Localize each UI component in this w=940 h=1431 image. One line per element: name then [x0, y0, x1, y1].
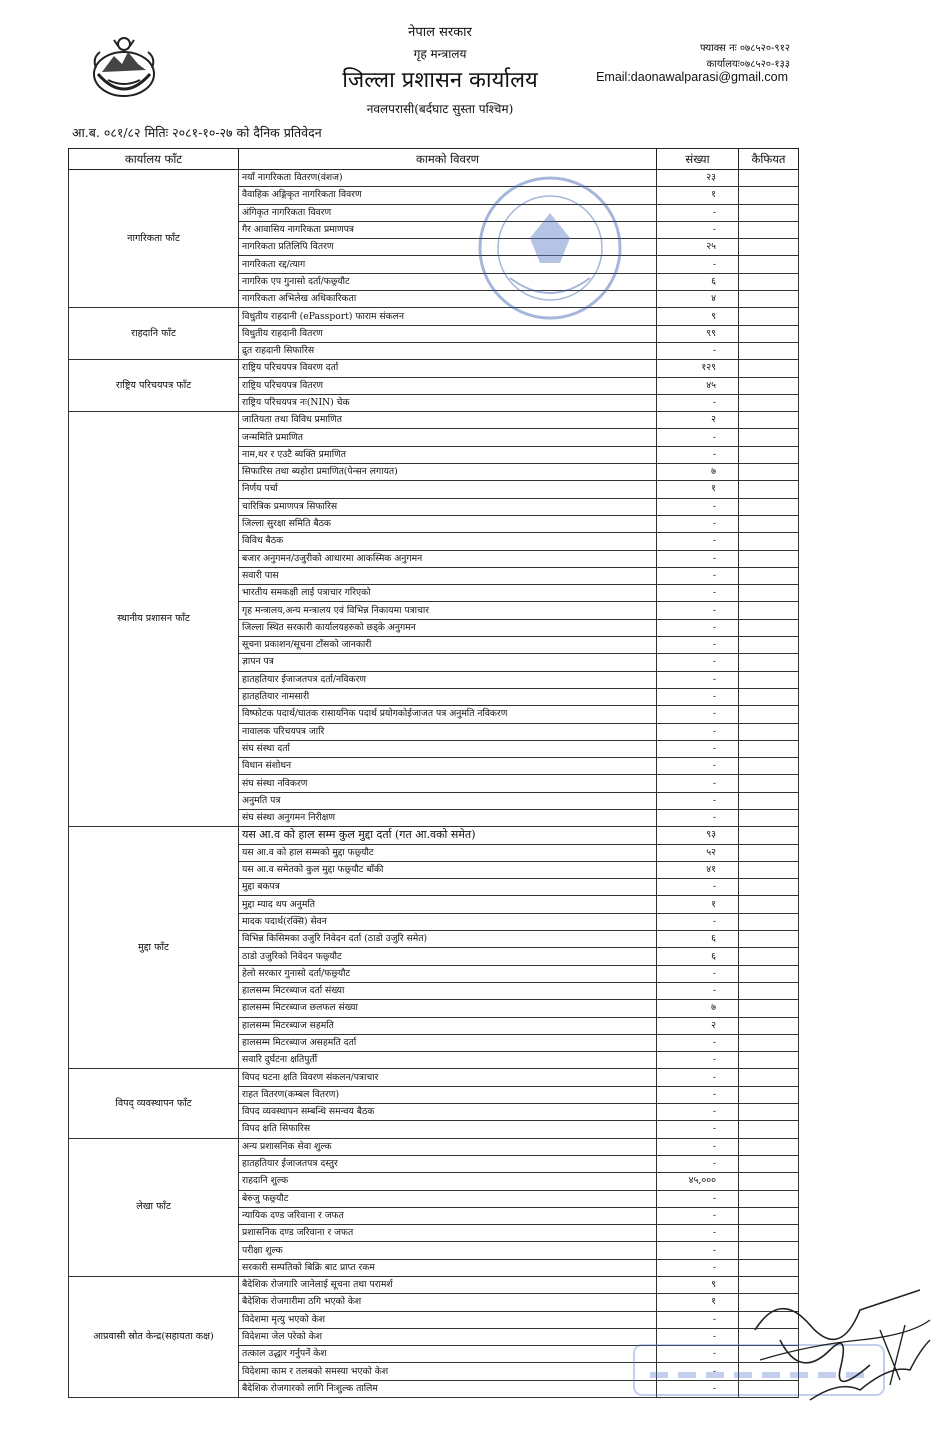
count-value: -: [657, 1138, 739, 1155]
work-description: हातहतियार नामसारी: [239, 688, 657, 705]
remarks-cell: [739, 740, 799, 757]
remarks-cell: [739, 1155, 799, 1172]
column-header-remarks: कैफियत: [739, 149, 799, 170]
count-value: -: [657, 446, 739, 463]
remarks-cell: [739, 1017, 799, 1034]
table-row: [69, 412, 799, 429]
count-value: -: [657, 1259, 739, 1276]
count-value: ६: [657, 273, 739, 290]
table-body: [69, 170, 799, 1398]
work-description: संघ संस्था नविकरण: [239, 775, 657, 792]
work-description: हालसम्म मिटरब्याज दर्ता संख्या: [239, 982, 657, 999]
section-name: स्थानीय प्रशासन फाँट: [69, 412, 239, 827]
work-description: निर्णय पर्चा: [239, 481, 657, 498]
table-row: [69, 1069, 799, 1086]
remarks-cell: [739, 809, 799, 826]
count-value: -: [657, 550, 739, 567]
work-description: राहदानि शुल्क: [239, 1173, 657, 1190]
remarks-cell: [739, 706, 799, 723]
table-row: [69, 170, 799, 187]
work-description: हातहतियार ईजाजतपत्र दर्ता/नविकरण: [239, 671, 657, 688]
work-description: बैदेशिक रोजगारीमा ठगि भएको केश: [239, 1294, 657, 1311]
count-value: -: [657, 533, 739, 550]
remarks-cell: [739, 170, 799, 187]
count-value: -: [657, 1328, 739, 1345]
remarks-cell: [739, 1138, 799, 1155]
work-description: मुद्दा म्याद थप अनुमति: [239, 896, 657, 913]
remarks-cell: [739, 412, 799, 429]
remarks-cell: [739, 360, 799, 377]
count-value: -: [657, 809, 739, 826]
count-value: -: [657, 221, 739, 238]
column-header-description: कामको विवरण: [239, 149, 657, 170]
handwritten-signature: [740, 1270, 935, 1410]
section-name: विपद् व्यवस्थापन फाँट: [69, 1069, 239, 1138]
table-row: [69, 1138, 799, 1155]
remarks-cell: [739, 602, 799, 619]
remarks-cell: [739, 204, 799, 221]
work-description: नागरिकता अभिलेख अधिकारिकता: [239, 291, 657, 308]
work-description: विधान संशोधन: [239, 758, 657, 775]
work-description: नागरिक एप गुनासो दर्ता/फछ्र्यौट: [239, 273, 657, 290]
work-description: तत्काल उद्धार गर्नुपर्ने केश: [239, 1346, 657, 1363]
remarks-cell: [739, 1069, 799, 1086]
count-value: -: [657, 515, 739, 532]
count-value: ४: [657, 291, 739, 308]
work-description: परीक्षा शुल्क: [239, 1242, 657, 1259]
count-value: -: [657, 1346, 739, 1363]
work-description: राष्ट्रिय परिचयपत्र वितरण: [239, 377, 657, 394]
remarks-cell: [739, 515, 799, 532]
daily-report-table: [68, 148, 799, 1398]
remarks-cell: [739, 325, 799, 342]
count-value: -: [657, 342, 739, 359]
remarks-cell: [739, 723, 799, 740]
remarks-cell: [739, 308, 799, 325]
count-value: -: [657, 602, 739, 619]
count-value: -: [657, 792, 739, 809]
remarks-cell: [739, 394, 799, 411]
remarks-cell: [739, 758, 799, 775]
remarks-cell: [739, 982, 799, 999]
remarks-cell: [739, 671, 799, 688]
remarks-cell: [739, 550, 799, 567]
count-value: ७: [657, 1000, 739, 1017]
count-value: १: [657, 1294, 739, 1311]
count-value: ६: [657, 931, 739, 948]
count-value: -: [657, 1363, 739, 1380]
count-value: ९९: [657, 325, 739, 342]
work-description: जिल्ला स्थित सरकारी कार्यालयहरुको छड्के अनुगमन: [239, 619, 657, 636]
count-value: -: [657, 256, 739, 273]
remarks-cell: [739, 619, 799, 636]
remarks-cell: [739, 533, 799, 550]
count-value: -: [657, 498, 739, 515]
ministry-name: गृह मन्त्रालय: [413, 47, 467, 61]
office-phone: कार्यालयः०७८५२०-१३३: [706, 59, 790, 70]
nepal-emblem-icon: [88, 34, 160, 100]
count-value: ५२: [657, 844, 739, 861]
count-value: -: [657, 1155, 739, 1172]
remarks-cell: [739, 1242, 799, 1259]
work-description: विधुतीय राहदानी वितरण: [239, 325, 657, 342]
work-description: ठाडो उजुरिको निवेदन फछ्र्यौट: [239, 948, 657, 965]
count-value: ६: [657, 948, 739, 965]
work-description: बेरुजु फछ्र्यौट: [239, 1190, 657, 1207]
count-value: १: [657, 896, 739, 913]
count-value: २: [657, 1017, 739, 1034]
remarks-cell: [739, 429, 799, 446]
count-value: -: [657, 1069, 739, 1086]
work-description: अन्य प्रशासनिक सेवा शुल्क: [239, 1138, 657, 1155]
work-description: विविध बैठक: [239, 533, 657, 550]
work-description: राष्ट्रिय परिचयपत्र नः(NIN) चेक: [239, 394, 657, 411]
count-value: -: [657, 637, 739, 654]
work-description: भारतीय समकक्षी लाई पत्राचार गरिएको: [239, 585, 657, 602]
remarks-cell: [739, 654, 799, 671]
work-description: विपद घटना क्षति विवरण संकलन/पत्राचार: [239, 1069, 657, 1086]
remarks-cell: [739, 239, 799, 256]
work-description: बैदेशिक रोजगारको लागि निःशुल्क तालिम: [239, 1380, 657, 1397]
office-seal-stamp: [470, 168, 630, 328]
table-row: [69, 360, 799, 377]
count-value: ४५,०००: [657, 1173, 739, 1190]
remarks-cell: [739, 446, 799, 463]
table-row: [69, 308, 799, 325]
work-description: मुद्दा बकपत्र: [239, 879, 657, 896]
government-name: नेपाल सरकार: [408, 25, 472, 40]
work-description: बैदेशिक रोजगारि जानेलाई सूचना तथा परामर्श: [239, 1277, 657, 1294]
section-name: आप्रवासी स्रोत केन्द्र(सहायता कक्ष): [69, 1277, 239, 1398]
remarks-cell: [739, 1121, 799, 1138]
work-description: हालसम्म मिटरब्याज छलफल संख्या: [239, 1000, 657, 1017]
count-value: -: [657, 654, 739, 671]
column-header-section: कार्यालय फाँट: [69, 149, 239, 170]
work-description: नागरिकता प्रतिलिपि वितरण: [239, 239, 657, 256]
count-value: -: [657, 1121, 739, 1138]
remarks-cell: [739, 775, 799, 792]
count-value: १: [657, 187, 739, 204]
remarks-cell: [739, 637, 799, 654]
work-description: विपद क्षति सिफारिस: [239, 1121, 657, 1138]
work-description: हेलो सरकार गुनासो दर्ता/फछ्र्यौट: [239, 965, 657, 982]
column-header-count: संख्या: [657, 149, 739, 170]
section-name: राष्ट्रिय परिचयपत्र फाँट: [69, 360, 239, 412]
count-value: -: [657, 567, 739, 584]
remarks-cell: [739, 1034, 799, 1051]
work-description: सवारि दुर्घटना क्षतिपुर्ती: [239, 1052, 657, 1069]
count-value: -: [657, 1311, 739, 1328]
work-description: सवारी पास: [239, 567, 657, 584]
count-value: १: [657, 481, 739, 498]
section-name: मुद्दा फाँट: [69, 827, 239, 1069]
remarks-cell: [739, 342, 799, 359]
work-description: यस आ.व को हाल सम्म कुल मुद्दा दर्ता (गत आ.वको समेत): [239, 827, 657, 844]
work-description: विपद व्यवस्थापन सम्बन्धि समन्वय बैठक: [239, 1104, 657, 1121]
work-description: संघ संस्था अनुगमन निरीक्षण: [239, 809, 657, 826]
count-value: १२९: [657, 360, 739, 377]
work-description: न्यायिक दण्ड जरिवाना र जफत: [239, 1207, 657, 1224]
count-value: -: [657, 1207, 739, 1224]
remarks-cell: [739, 1207, 799, 1224]
count-value: ४५: [657, 377, 739, 394]
work-description: बजार अनुगमन/उजुरीको आधारमा आकस्मिक अनुगमन: [239, 550, 657, 567]
work-description: ज्ञापन पत्र: [239, 654, 657, 671]
remarks-cell: [739, 1225, 799, 1242]
work-description: प्रशासनिक दण्ड जरिवाना र जफत: [239, 1225, 657, 1242]
work-description: राहत वितरण(कम्बल वितरण): [239, 1086, 657, 1103]
count-value: ९: [657, 1277, 739, 1294]
remarks-cell: [739, 931, 799, 948]
letterhead: [0, 0, 940, 145]
work-description: मादक पदार्थ(रक्सि) सेवन: [239, 913, 657, 930]
count-value: -: [657, 688, 739, 705]
count-value: -: [657, 706, 739, 723]
work-description: जन्ममिति प्रमाणित: [239, 429, 657, 446]
remarks-cell: [739, 498, 799, 515]
work-description: सरकारी सम्पतिको बिक्रि बाट प्राप्त रकम: [239, 1259, 657, 1276]
work-description: राष्ट्रिय परिचयपत्र विवरण दर्ता: [239, 360, 657, 377]
remarks-cell: [739, 1104, 799, 1121]
work-description: सिफारिस तथा ब्यहोरा प्रमाणित(पेन्सन लगायत): [239, 464, 657, 481]
remarks-cell: [739, 567, 799, 584]
report-title: आ.ब. ०८१/८२ मितिः २०८१-१०-२७ को दैनिक प्रतिवेदन: [72, 125, 322, 140]
remarks-cell: [739, 965, 799, 982]
remarks-cell: [739, 1086, 799, 1103]
count-value: -: [657, 982, 739, 999]
work-description: यस आ.व समेतको कुल मुद्दा फछ्र्यौट बाँकी: [239, 861, 657, 878]
work-description: नाम,थर र एउटै ब्यक्ति प्रमाणित: [239, 446, 657, 463]
remarks-cell: [739, 879, 799, 896]
count-value: -: [657, 1086, 739, 1103]
count-value: २३: [657, 170, 739, 187]
remarks-cell: [739, 1173, 799, 1190]
count-value: -: [657, 723, 739, 740]
work-description: विष्फोटक पदार्थ/घातक रासायनिक पदार्थ प्रयोगकोईजाजत पत्र अनुमति नविकरण: [239, 706, 657, 723]
work-description: नयाँ नागरिकता वितरण(वंशज): [239, 170, 657, 187]
count-value: -: [657, 1225, 739, 1242]
table-row: [69, 827, 799, 844]
remarks-cell: [739, 827, 799, 844]
work-description: जातियता तथा विविध प्रमाणित: [239, 412, 657, 429]
count-value: -: [657, 740, 739, 757]
count-value: -: [657, 619, 739, 636]
email-address[interactable]: Email:daonawalparasi@gmail.com: [596, 70, 788, 84]
section-name: नागरिकता फाँट: [69, 170, 239, 308]
work-description: यस आ.व को हाल सम्मको मुद्दा फछ्र्यौट: [239, 844, 657, 861]
remarks-cell: [739, 464, 799, 481]
table-row: [69, 1277, 799, 1294]
count-value: -: [657, 1380, 739, 1397]
work-description: विदेशमा मृत्यु भएको केश: [239, 1311, 657, 1328]
work-description: वैवाहिक अङ्गिकृत नागरिकता विवरण: [239, 187, 657, 204]
work-description: हातहतियार ईजाजतपत्र दस्तुर: [239, 1155, 657, 1172]
work-description: सूचना प्रकाशन/सूचना टाँसको जानकारी: [239, 637, 657, 654]
count-value: -: [657, 1104, 739, 1121]
remarks-cell: [739, 273, 799, 290]
work-description: विभिन्न किसिमका उजुरि निवेदन दर्ता (ठाडो उजुरि समेत): [239, 931, 657, 948]
remarks-cell: [739, 377, 799, 394]
remarks-cell: [739, 896, 799, 913]
count-value: -: [657, 1242, 739, 1259]
table-header-row: [69, 149, 799, 170]
count-value: -: [657, 1190, 739, 1207]
fax-number: फ्याक्स नः ०७८५२०-९१२: [699, 43, 790, 54]
work-description: गैर आवासिय नागरिकता प्रमाणपत्र: [239, 221, 657, 238]
count-value: -: [657, 1034, 739, 1051]
remarks-cell: [739, 792, 799, 809]
count-value: ७: [657, 464, 739, 481]
work-description: चारित्रिक प्रमाणपत्र सिफारिस: [239, 498, 657, 515]
work-description: हालसम्म मिटरब्याज सहमति: [239, 1017, 657, 1034]
count-value: -: [657, 775, 739, 792]
remarks-cell: [739, 187, 799, 204]
work-description: अनुमति पत्र: [239, 792, 657, 809]
remarks-cell: [739, 688, 799, 705]
work-description: नावालक परिचयपत्र जारि: [239, 723, 657, 740]
work-description: द्रुत राहदानी सिफारिस: [239, 342, 657, 359]
count-value: ९३: [657, 827, 739, 844]
count-value: २: [657, 412, 739, 429]
remarks-cell: [739, 913, 799, 930]
remarks-cell: [739, 221, 799, 238]
remarks-cell: [739, 256, 799, 273]
remarks-cell: [739, 481, 799, 498]
work-description: हालसम्म मिटरब्याज असहमति दर्ता: [239, 1034, 657, 1051]
count-value: -: [657, 429, 739, 446]
remarks-cell: [739, 948, 799, 965]
remarks-cell: [739, 844, 799, 861]
section-name: राहदानि फाँट: [69, 308, 239, 360]
district-name: नवलपरासी(बर्दघाट सुस्ता पश्चिम): [366, 102, 514, 116]
count-value: -: [657, 879, 739, 896]
remarks-cell: [739, 1000, 799, 1017]
work-description: नागरिकता रद्द/त्याग: [239, 256, 657, 273]
work-description: विदेशमा काम र तलबको समस्या भएको केश: [239, 1363, 657, 1380]
remarks-cell: [739, 291, 799, 308]
work-description: संघ संस्था दर्ता: [239, 740, 657, 757]
work-description: गृह मन्त्रालय,अन्य मन्त्रालय एवं विभिन्न निकायमा पत्राचार: [239, 602, 657, 619]
office-name: जिल्ला प्रशासन कार्यालय: [342, 68, 538, 93]
count-value: -: [657, 965, 739, 982]
remarks-cell: [739, 861, 799, 878]
work-description: विधुतीय राहदानी (ePassport) फाराम संकलन: [239, 308, 657, 325]
count-value: ४१: [657, 861, 739, 878]
count-value: २५: [657, 239, 739, 256]
count-value: -: [657, 585, 739, 602]
count-value: -: [657, 671, 739, 688]
count-value: -: [657, 204, 739, 221]
section-name: लेखा फाँट: [69, 1138, 239, 1276]
count-value: -: [657, 394, 739, 411]
count-value: -: [657, 758, 739, 775]
remarks-cell: [739, 585, 799, 602]
count-value: -: [657, 913, 739, 930]
work-description: जिल्ला सुरक्षा समिति बैठक: [239, 515, 657, 532]
work-description: विदेशमा जेल परेको केश: [239, 1328, 657, 1345]
count-value: -: [657, 1052, 739, 1069]
work-description: अंगिकृत नागरिकता विवरण: [239, 204, 657, 221]
remarks-cell: [739, 1190, 799, 1207]
remarks-cell: [739, 1052, 799, 1069]
count-value: ९: [657, 308, 739, 325]
